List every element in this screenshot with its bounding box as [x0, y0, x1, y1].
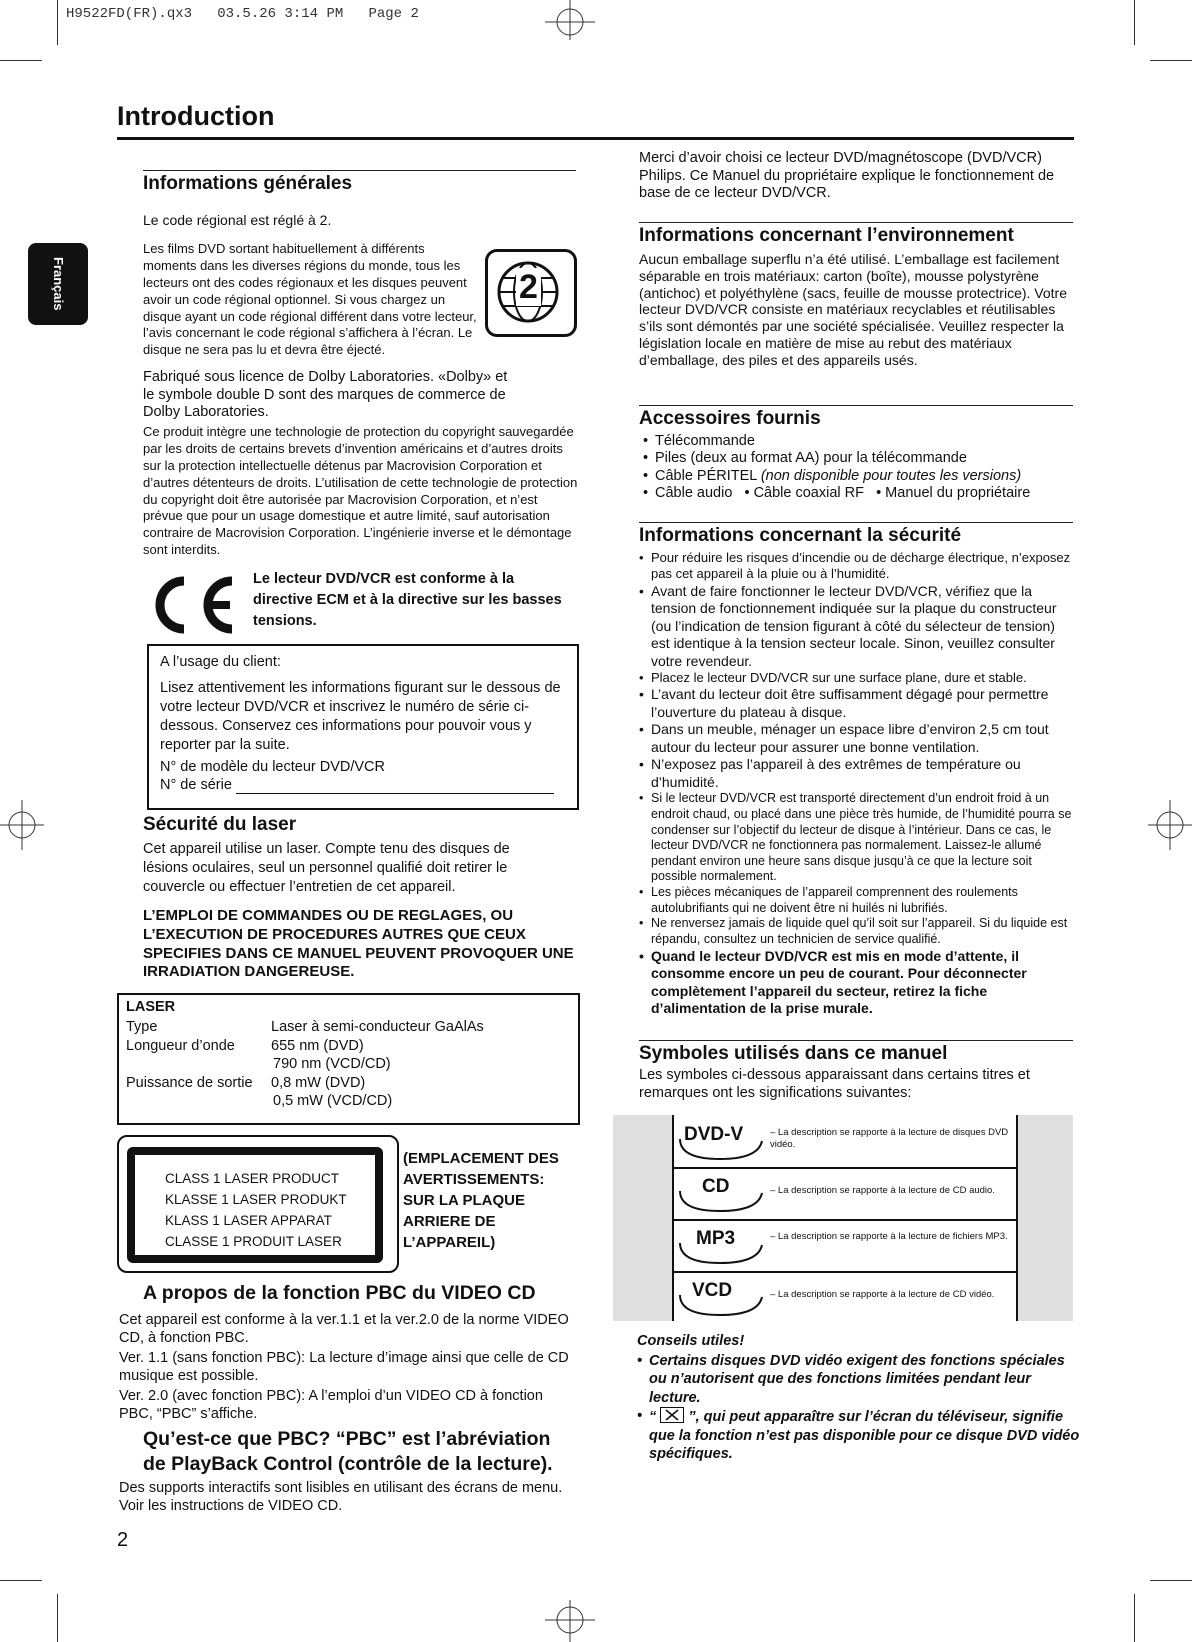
symbol-row-mp3	[674, 1219, 1016, 1273]
registration-mark-icon	[1148, 800, 1192, 850]
crop-mark	[1150, 1580, 1192, 1581]
cd-symbol: CD	[702, 1176, 730, 1197]
customer-box	[147, 644, 579, 810]
disc-arc-icon	[678, 1125, 764, 1161]
vcd-description: – La description se rapporte à la lecture de CD vidéo.	[770, 1289, 995, 1300]
page-title: Introduction	[117, 101, 275, 131]
region-paragraph: Les films DVD sortant habituellement à différents moments dans les diverses régions du monde, tous les lecteurs ont des codes régionaux et les disques peuvent avoir un code régional optionnel. Si vous chargez un disque ayant un code régional différent dans votre lecteur, l’avis concernant le code régional s’affichera à l’écran. Le disque ne sera pas lu et devra être éjecté.	[143, 241, 477, 358]
laser-row: Longueur d’onde 655 nm (DVD)	[126, 1037, 364, 1054]
safety-list	[639, 550, 1076, 1018]
laser-label-line: KLASSE 1 LASER PRODUKT	[165, 1191, 347, 1207]
mp3-description: – La description se rapporte à la lecture de fichiers MP3.	[770, 1231, 1008, 1242]
pbc-question-body: Des supports interactifs sont lisibles en utilisant des écrans de menu. Voir les instructions de VIDEO CD.	[119, 1480, 563, 1514]
crop-mark	[0, 60, 42, 61]
list-item: • Si le lecteur DVD/VCR est transporté directement d’un endroit froid à un endroit chaud, ou placé dans une pièce très humide, de l’humidité pourra se condenser sur l’objectif du lecteur de disque à l’intérieur. Dans ce cas, le lecteur DVD/VCR ne fonctionnera pas normalement. Laissez-le allumé pendant environ une heure sans disque jusqu’à ce que la lecture soit possible normalement.	[639, 791, 1076, 885]
cd-description: – La description se rapporte à la lecture de CD audio.	[770, 1185, 995, 1196]
crop-mark	[1134, 1594, 1135, 1642]
crop-mark	[57, 1594, 58, 1642]
pbc-question-heading-2: de PlayBack Control (contrôle de la lecture).	[143, 1453, 553, 1475]
tips-list	[637, 1352, 1082, 1463]
region-badge	[485, 249, 577, 337]
laser-safety-body: Cet appareil utilise un laser. Compte tenu des disques de lésions oculaires, seul un personnel qualifié doit retirer le couvercle ou effectuer l’entretien de cet appareil.	[143, 841, 510, 895]
disc-arc-icon	[678, 1177, 764, 1213]
accessories-list	[643, 433, 1075, 503]
symbol-row-cd	[674, 1167, 1016, 1221]
model-number-line: N° de modèle du lecteur DVD/VCR	[160, 759, 386, 775]
general-heading: Informations générales	[143, 173, 353, 194]
list-item: • Avant de faire fonctionner le lecteur DVD/VCR, vérifiez que la tension de fonctionnement indiquée sur la plaque du constructeur (ou l’indication de tension figurant à côté du sélecteur de tension) est identique à la tension secteur locale. Sinon, veuillez consulter votre revendeur.	[639, 583, 1076, 671]
disc-arc-icon	[678, 1229, 764, 1265]
peritel-note: (non disponible pour toutes les versions)	[760, 467, 1022, 484]
environment-body: Aucun emballage superflu n’a été utilisé. L’emballage est facilement séparable en trois matériaux: carton (boîte), mousse polystyrène (antichoc) et polyéthylène (sacs, feuille de mousse protectrice). Votre lecteur DVD/VCR consiste en matériaux recyclables et réutilisables s’ils sont démontés par une société spécialisée. Veuillez respecter la législation locale en matière de mise au rebut des matériaux d’emballage, des piles et des appareils usés.	[639, 251, 1067, 368]
symbols-table	[672, 1115, 1018, 1321]
laser-label-line: KLASS 1 LASER APPARAT	[165, 1212, 332, 1228]
list-item: • L’avant du lecteur doit être suffisamment dégagé pour permettre l’ouverture du plateau à disque.	[639, 686, 1076, 721]
laser-label-line: CLASSE 1 PRODUIT LASER	[165, 1233, 342, 1249]
laser-row: 0,5 mW (VCD/CD)	[273, 1093, 393, 1110]
list-item: • Ne renversez jamais de liquide quel qu’il soit sur l’appareil. Si du liquide est répandu, consultez un technicien de service qualifié.	[639, 916, 1076, 947]
ce-mark-icon	[150, 573, 240, 637]
laser-row: Type Laser à semi-conducteur GaAlAs	[126, 1019, 484, 1035]
laser-warning: L’EMPLOI DE COMMANDES OU DE REGLAGES, OU L’EXECUTION DE PROCEDURES AUTRES QUE CEUX SPECIFIES DANS CE MANUEL PEUVENT PROVOQUER UNE IRRADIATION DANGEREUSE.	[143, 907, 574, 981]
laser-table-body	[126, 1018, 566, 1111]
symbols-intro: Les symboles ci-dessous apparaissant dans certains titres et remarques ont les significations suivantes:	[639, 1067, 1030, 1101]
laser-row: 790 nm (VCD/CD)	[273, 1056, 391, 1073]
list-item: • Dans un meuble, ménager un espace libre d’environ 2,5 cm tout autour du lecteur pour assurer une bonne ventilation.	[639, 721, 1076, 756]
section-rule	[639, 405, 1073, 406]
symbol-row-dvd	[674, 1115, 1016, 1169]
registration-mark-icon	[545, 1600, 595, 1642]
region-line: Le code régional est réglé à 2.	[143, 212, 332, 228]
dvd-v-symbol: DVD-V	[684, 1124, 744, 1145]
safety-heading: Informations concernant la sécurité	[639, 525, 962, 546]
laser-row: Puissance de sortie 0,8 mW (DVD)	[126, 1074, 366, 1091]
section-rule	[143, 170, 576, 171]
invalid-x-icon	[660, 1407, 684, 1423]
list-item: • Certains disques DVD vidéo exigent des fonctions spéciales ou n’autorisent que des fonctions limitées pendant leur lecture.	[637, 1352, 1082, 1407]
page-number: 2	[117, 1529, 129, 1551]
customer-box-title: A l’usage du client:	[160, 654, 281, 670]
disc-arc-icon	[678, 1281, 764, 1317]
section-rule	[639, 1040, 1073, 1041]
list-item: • Câble audio • Câble coaxial RF • Manuel du propriétaire	[643, 485, 1075, 502]
section-rule	[639, 222, 1073, 223]
customer-box-body: Lisez attentivement les informations figurant sur le dessous de votre lecteur DVD/VCR et inscrivez le numéro de série ci-dessous. Conservez ces informations pour pouvoir vous y reporter par la suite.	[160, 680, 561, 753]
crop-mark	[57, 0, 58, 45]
macrovision-text: Ce produit intègre une technologie de protection du copyright sauvegardée par les droits de certains brevets d’invention américains et d’autres droits sur la protection intellectuelle détenus par Macrovision Corporation et d’autres détenteurs de droits. L’utilisation de cette technologie de protection du copyright doit être autorisée par Macrovision Corporation, et n’est prévue que pour un usage domestique et autre limité, sauf autorisation contraire de Macrovision Corporation. L’ingénierie inverse et le démontage sont interdits.	[143, 424, 578, 558]
warning-placement-text: (EMPLACEMENT DES AVERTISSEMENTS: SUR LA PLAQUE ARRIERE DE L’APPAREIL)	[403, 1150, 559, 1251]
list-item: • Pour réduire les risques d’incendie ou de décharge électrique, n’exposez pas cet appareil à la pluie ou à l’humidité.	[639, 550, 1076, 583]
serial-number-blank	[236, 793, 554, 794]
list-item: • Les pièces mécaniques de l’appareil comprennent des roulements autolubrifiants qui ne doivent être ni huilés ni lubrifiés.	[639, 885, 1076, 916]
list-item: • N’exposez pas l’appareil à des extrêmes de température ou d’humidité.	[639, 756, 1076, 791]
pbc-heading: A propos de la fonction PBC du VIDEO CD	[143, 1282, 536, 1304]
language-tab-label: Français	[50, 257, 66, 311]
ce-conformity-text: Le lecteur DVD/VCR est conforme à la directive ECM et à la directive sur les basses tensions.	[253, 571, 562, 630]
crop-mark	[0, 1580, 42, 1581]
accessories-heading: Accessoires fournis	[639, 408, 821, 429]
list-item: • Piles (deux au format AA) pour la télécommande	[643, 450, 1075, 467]
region-number: 2	[516, 268, 541, 306]
pbc-para-3: Ver. 2.0 (avec fonction PBC): A l’emploi d’un VIDEO CD à fonction PBC, “PBC” s’affiche.	[119, 1388, 543, 1422]
registration-mark-icon	[545, 0, 595, 40]
pbc-para-1: Cet appareil est conforme à la ver.1.1 et la ver.2.0 de la norme VIDEO CD, à fonction PBC.	[119, 1312, 569, 1346]
list-item: • Télécommande	[643, 433, 1075, 450]
pbc-question-heading: Qu’est-ce que PBC? “PBC” est l’abréviation	[143, 1428, 551, 1450]
title-rule	[117, 137, 1074, 140]
pbc-para-2: Ver. 1.1 (sans fonction PBC): La lecture d’image ainsi que celle de CD musique est possible.	[119, 1350, 569, 1384]
list-item: • Câble PÉRITEL (non disponible pour toutes les versions)	[643, 468, 1075, 485]
laser-table-title: LASER	[126, 999, 176, 1015]
print-slug: H9522FD(FR).qx3 03.5.26 3:14 PM Page 2	[66, 6, 419, 22]
laser-label-plate	[117, 1135, 399, 1273]
laser-label-frame	[127, 1147, 383, 1263]
dolby-text: Fabriqué sous licence de Dolby Laboratories. «Dolby» et le symbole double D sont des marques de commerce de Dolby Laboratories.	[143, 369, 508, 421]
laser-spec-table	[117, 993, 580, 1125]
symbols-heading: Symboles utilisés dans ce manuel	[639, 1043, 948, 1064]
list-item: • Quand le lecteur DVD/VCR est mis en mode d’attente, il consomme encore un peu de courant. Pour déconnecter complètement l’appareil du secteur, retirez la fiche d’alimentation de la prise murale.	[639, 948, 1076, 1018]
mp3-symbol: MP3	[696, 1228, 736, 1249]
laser-label-lines	[165, 1169, 347, 1253]
symbol-row-vcd	[674, 1271, 1016, 1321]
laser-safety-heading: Sécurité du laser	[143, 814, 297, 835]
crop-mark	[1134, 0, 1135, 45]
tips-heading: Conseils utiles!	[637, 1333, 745, 1349]
dvd-v-description: – La description se rapporte à la lecture de disques DVD vidéo.	[770, 1127, 1009, 1150]
section-rule	[639, 522, 1073, 523]
intro-text: Merci d’avoir choisi ce lecteur DVD/magnétoscope (DVD/VCR) Philips. Ce Manuel du propriétaire explique le fonctionnement de base de ce lecteur DVD/VCR.	[639, 150, 1055, 202]
laser-label-line: CLASS 1 LASER PRODUCT	[165, 1171, 340, 1186]
list-item: • “ ”, qui peut apparaître sur l’écran du téléviseur, signifie que la fonction n’est pas disponible pour ce disque DVD vidéo spécifiques.	[637, 1407, 1082, 1463]
crop-mark	[1150, 60, 1192, 61]
list-item: • Placez le lecteur DVD/VCR sur une surface plane, dure et stable.	[639, 670, 1076, 686]
serial-number-label: N° de série	[160, 777, 232, 793]
registration-mark-icon	[0, 800, 44, 850]
environment-heading: Informations concernant l’environnement	[639, 225, 1014, 246]
vcd-symbol: VCD	[692, 1280, 733, 1301]
